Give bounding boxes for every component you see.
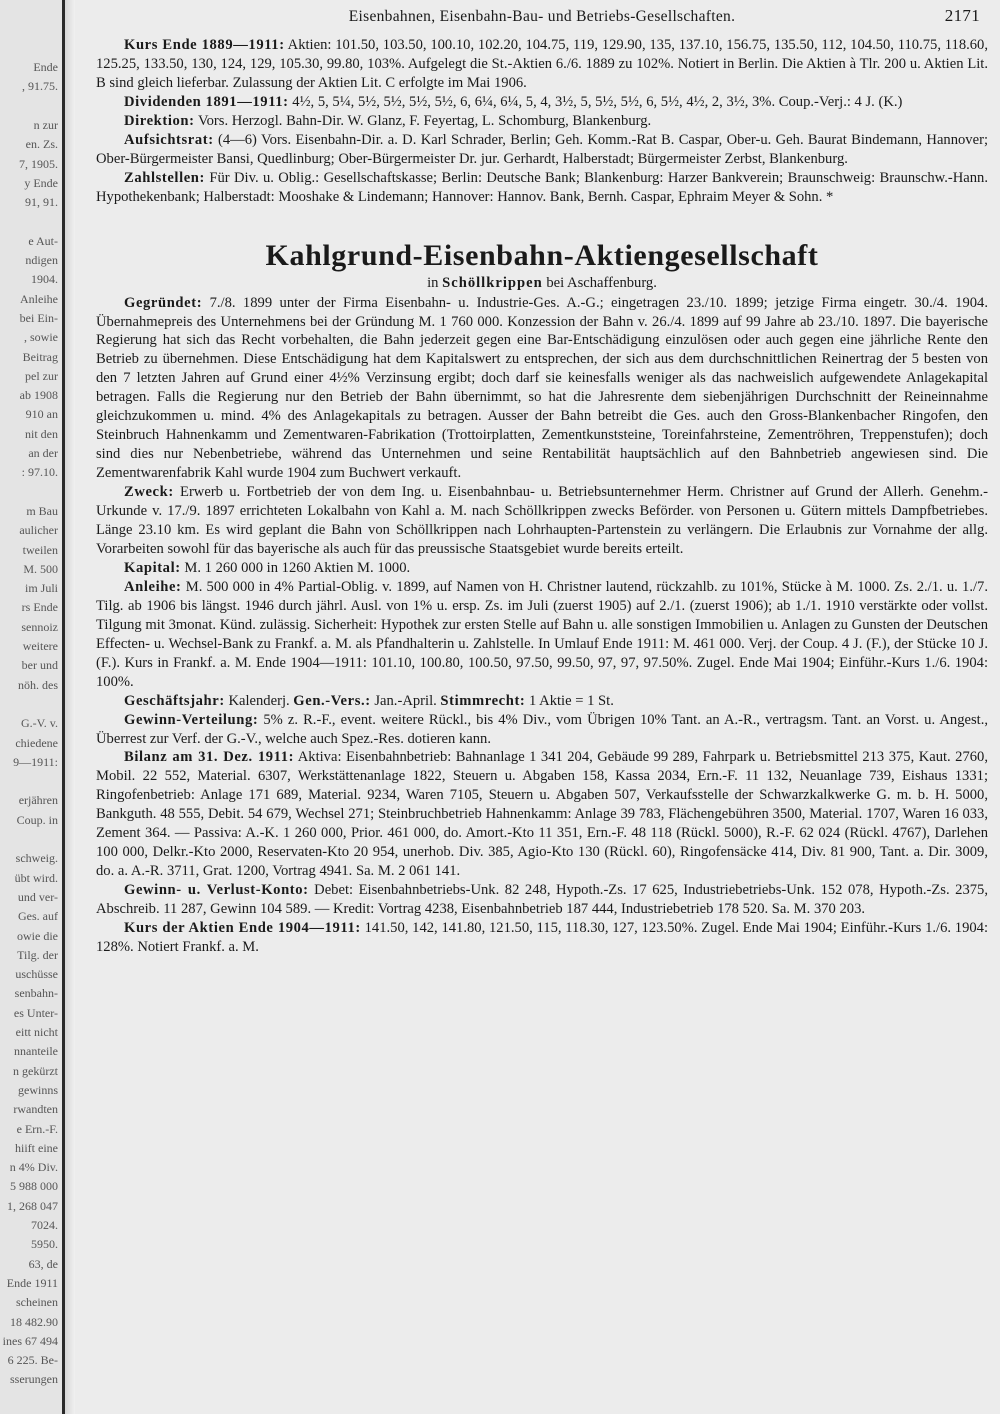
bleed-fragment: 5 988 000 (10, 1179, 58, 1194)
bleed-fragment: rs Ende (21, 600, 58, 615)
bleed-fragment: e Ern.-F. (16, 1121, 58, 1136)
company-title: Kahlgrund-Eisenbahn-Aktiengesellschaft (265, 238, 819, 272)
bleed-fragment: m Bau (26, 503, 58, 518)
bleed-fragment: M. 500 (23, 561, 58, 576)
bleed-fragment: Ende (33, 60, 58, 74)
bleed-fragment: erjähren (18, 793, 58, 808)
page-gutter (65, 0, 75, 1414)
geschaeftsjahr-paragraph: Geschäftsjahr: Kalenderj. Gen.-Vers.: Jan.-April. Stimmrecht: 1 Aktie = 1 St. (124, 692, 614, 709)
bleed-fragment: aulicher (19, 523, 58, 538)
bleed-fragment: scheinen (16, 1295, 58, 1310)
bleed-fragment: senbahn- (14, 986, 58, 1001)
bleed-fragment: uschüsse (15, 967, 58, 982)
bleed-fragment: und ver- (17, 889, 58, 904)
bleed-fragment: gewinns (18, 1082, 58, 1097)
bleed-fragment: 1, 268 047 (7, 1198, 58, 1213)
bleed-fragment: ber und (21, 658, 58, 673)
company-location: in Schöllkrippen bei Aschaffenburg. (427, 274, 657, 291)
gewinn-verlust-paragraph: Gewinn- u. Verlust-Konto: Debet: Eisenbahnbetriebs-Unk. 82 248, Hypoth.-Zs. 17 625, Industriebetriebs-Unk. 152 078, Hypoth.-Zs. 2375, Abschreib. 11 287, Gewinn 104 589. — Kredit: Vortrag 4238, Eisenbahnbetrieb 187 444, Industriebetrieb 178 520. Sa. M. 370 203. (96, 882, 988, 918)
company-section (96, 294, 988, 957)
bleed-fragment: n gekürzt (13, 1063, 58, 1078)
bleed-fragment: 1904. (31, 272, 58, 287)
bleed-fragment: Ges. auf (18, 909, 58, 924)
running-title: Eisenbahnen, Eisenbahn-Bau- und Betriebs-Gesellschaften. (348, 8, 736, 25)
bleed-fragment: weitere (22, 639, 58, 653)
running-header (96, 6, 988, 36)
zahlstellen-paragraph: Zahlstellen: Für Div. u. Oblig.: Gesellschaftskasse; Berlin: Deutsche Bank; Blankenburg: Harzer Bankverein; Braunschweig: Braunschw.-Hann. Hypothekenbank; Halberstadt: Mooshake & Lindemann; Hannover: Hannov. Bank, Bernh. Caspar, Ephraim Meyer & Sohn. * (96, 169, 988, 205)
bleed-fragment: owie die (17, 928, 58, 943)
bleed-fragment: 18 482.90 (10, 1314, 58, 1329)
bleed-fragment: 9—1911: (13, 754, 58, 769)
bleed-fragment: pel zur (25, 368, 58, 383)
bleed-fragment: 910 an (25, 407, 58, 422)
gegruendet-paragraph: Gegründet: 7./8. 1899 unter der Firma Eisenbahn- u. Industrie-Ges. A.-G.; eingetragen 23./10. 1899; jetzige Firma eingetr. 30./4. 1904. Übernahmepreis des Unternehmens bei der Gründung M. 1 760 000. Konzession der Bahn v. 26./4. 1899 auf 99 Jahre ab 23./10. 1897. Die bayerische Regierung hat sich das Recht vorbehalten, die Bahn jederzeit gegen eine Bar-Entschädigung einzulösen oder auch gegen eine jährliche Rente den Betrieb zu übernehmen. Diese Entschädigung hat dem Kapitalswert zu entsprechen, der sich aus dem durchschnittlichen Reinertrag der 5 besten von den 7 letzten Jahren auf Grund einer 4½% Verzinsung ergibt; doch darf sie keinesfalls weniger als das nachweislich aufgewendete Anlagekapital betragen. Falls die Regierung nur den Betrieb der Bahn übernimmt, so hat die Jahresrente dem siebenjährigen Durchschnitt der Reineinnahme gleichzukommen u. mind. 4% des Anlagekapitals zu betragen. Ausser der Bahn betreibt die Ges. auch den Gross-Blankenbacher Ringofen, den Steinbruch Hahnenkamm und Zementwaren-Fabrikation (Trottoirplatten, Zementkunststeine, Toreinfahrsteine, Zementröhren, Treppenstufen); doch sind dies nur Nebenbetriebe, während das Unternehmen und seine Rentabilität hauptsächlich auf den Bahnbetrieb angewiesen sind. Die Zementwarenfabrik Kahl wurde 1904 zum Buchwert verkauft. (96, 294, 988, 482)
aufsichtsrat-paragraph: Aufsichtsrat: (4—6) Vors. Eisenbahn-Dir. a. D. Karl Schrader, Berlin; Geh. Komm.-Rat B. Caspar, Ober-u. Geh. Baurat Bindemann, Hannover; Ober-Bürgermeister Bansi, Quedlinburg; Ober-Bürgermeister Dr. jur. Gerhardt, Halberstadt; Bürgermeister Zerbst, Blankenburg. (96, 131, 988, 167)
bleed-fragment: sserungen (10, 1372, 58, 1387)
dividenden-paragraph: Dividenden 1891—1911: 4½, 5, 5¼, 5½, 5½, 5½, 5½, 6, 6¼, 6¼, 5, 4, 3½, 5, 5½, 5½, 6, 5½, 4½, 2, 3½, 3%. Coup.-Verj.: 4 J. (K.) (124, 93, 903, 110)
bleed-fragment: , 91.75. (22, 79, 58, 94)
bleed-fragment: nit den (25, 426, 58, 441)
bleed-fragment: an der (28, 446, 58, 460)
bleed-fragment: ab 1908 (19, 388, 58, 403)
bleed-fragment: nnanteile (14, 1044, 58, 1059)
bleed-fragment: 7, 1905. (19, 156, 58, 171)
bleed-fragment: schweig. (15, 851, 58, 866)
bleed-fragment: : 97.10. (21, 465, 58, 480)
bleed-fragment: 5950. (31, 1237, 58, 1252)
bleed-fragment: en. Zs. (25, 137, 58, 152)
gewinn-verteilung-paragraph: Gewinn-Verteilung: 5% z. R.-F., event. weitere Rückl., bis 4% Div., vom Übrigen 10% Tant. an A.-R., vertragsm. Tant. an Vorst. u. Angest., Überrest zur Verf. der G.-V., welche auch Spez.-Res. dotieren kann. (96, 711, 988, 747)
bleed-fragment: im Juli (24, 581, 58, 596)
bleed-fragment: nöh. des (18, 677, 58, 692)
bleed-fragment: 63, de (28, 1256, 58, 1271)
zweck-paragraph: Zweck: Erwerb u. Fortbetrieb der von dem Ing. u. Eisenbahnbau- u. Betriebsunternehmer Herm. Christner auf Grund der Allerh. Genehm.-Urkunde v. 17./9. 1897 errichteten Lokalbahn von Kahl a. M. nach Schöllkrippen zwecks Beförder. von Personen u. Gütern mittels Dampfbetriebes. Länge 23.10 km. Es wird geplant die Bahn von Schöllkrippen nach Lohrhaupten-Partenstein zu verlängern. Die Erlaubnis zur Vornahme der allg. Vorarbeiten sowohl für das bayerische als auch für das preussische Staatsgebiet wurde bereits erteilt. (96, 484, 988, 557)
kapital-paragraph: Kapital: M. 1 260 000 in 1260 Aktien M. 1000. (124, 559, 411, 576)
bilanz-paragraph: Bilanz am 31. Dez. 1911: Aktiva: Eisenbahnbetrieb: Bahnanlage 1 341 204, Gebäude 99 289, Fahrpark u. Betriebsmittel 213 375, Kaut. 2760, Mobil. 22 552, Material. 6307, Werkstättenanlage 1822, Steuern u. Abgaben 158, Kassa 2034, Ern.-F. 11 132, Neuanlage 739, Eishaus 1331; Ringofenbetrieb: Anlage 171 689, Material. 9234, Waren 7105, Steuern u. Abgaben 507, Verkaufsstelle der Schwarzkalkwerke G. m. b. H. 5000, Bankguth. 48 555, Debit. 54 679, Wechsel 271; Steinbruchbetrieb Hahnenkamm: Anlage 39 783, Flächengebühren 3500, Material. 1707, Waren 16 033, Zement 364. — Passiva: A.-K. 1 260 000, Prior. 461 000, do. Amort.-Kto 11 351, Ern.-F. 48 118 (Rückl. 5000), R.-F. 62 024 (Rückl. 4767), Darlehen 100 000, Delkr.-Kto 2000, Reservaten-Kto 20 954, unerhob. Div. 385, Agio-Kto 130 (Rückl. 60), Ringofensäcke 414, Div. 81 900, Tant. a. Dir. 3009, do. a. A.-R. 3711, Grat. 1200, Vortrag 4941. Sa. M. 2 061 141. (96, 749, 989, 880)
bleed-fragment: chiedene (15, 735, 58, 750)
page-number: 2171 (944, 6, 980, 25)
anleihe-paragraph: Anleihe: M. 500 000 in 4% Partial-Oblig. v. 1899, auf Namen von H. Christner lautend, rückzahlb. zu 101%, Stücke à M. 1000. Zs. 2./1. u. 1./7. Tilg. ab 1906 bis längst. 1946 durch jährl. Ausl. von 1% u. ersp. Zs. im Juli (zuerst 1905) auf 2./1. (zuerst 1906); ab 1./1. 1910 verstärkte oder vollst. Tilgung mit 3monat. Künd. zulässig. Sicherheit: Hypothek zur ersten Stelle auf Bahn u. alle sonstigen Immobilien u. Anlagen zu Gunsten der Deutschen Effecten- u. Wechsel-Bank zu Frankf. a. M. als Pfandhalterin u. Zahlstelle. In Umlauf Ende 1911: M. 461 000. Verj. der Coup. 4 J. (F.), der Stücke 10 J. (F.). Kurs in Frankf. a. M. Ende 1904—1911: 101.10, 100.80, 100.50, 97.50, 99.50, 97, 97, 97.50%. Zugel. Ende Mai 1904; Einführ.-Kurs 1./6. 1904: 100%. (96, 578, 988, 690)
bleed-fragment: Anleihe (20, 291, 58, 306)
bleed-fragment: 6 225. Be- (7, 1353, 58, 1368)
adjacent-page-bleed (0, 0, 65, 1414)
bleed-fragment: rwandten (13, 1102, 58, 1117)
bleed-fragment: , sowie (24, 330, 58, 345)
bleed-fragment: n 4% Div. (9, 1160, 58, 1175)
bleed-fragment: Coup. in (16, 812, 58, 827)
bleed-fragment: sennoiz (21, 619, 58, 634)
bleed-fragment: bei Ein- (19, 310, 58, 325)
bleed-fragment: Beitrag (22, 349, 58, 364)
document-page (96, 6, 988, 957)
bleed-fragment: ines 67 494 (2, 1333, 58, 1348)
bleed-fragment: es Unter- (13, 1005, 58, 1020)
kurs-aktien-paragraph: Kurs der Aktien Ende 1904—1911: 141.50, 142, 141.80, 121.50, 115, 118.30, 127, 123.50%. Zugel. Ende Mai 1904; Einführ.-Kurs 1./6. 1904: 128%. Notiert Frankf. a. M. (96, 920, 989, 955)
bleed-fragment: ndigen (25, 253, 58, 267)
direktion-paragraph: Direktion: Vors. Herzogl. Bahn-Dir. W. Glanz, F. Feyertag, L. Schomburg, Blankenburg. (124, 112, 652, 129)
bleed-fragment: eitt nicht (15, 1025, 58, 1039)
bleed-fragment: n zur (33, 117, 58, 132)
bleed-fragment: y Ende (24, 175, 58, 190)
bleed-fragment: tweilen (22, 542, 58, 557)
bleed-fragment: 7024. (31, 1218, 58, 1232)
previous-company-section (96, 36, 988, 207)
bleed-fragment: übt wird. (14, 870, 58, 885)
kurs-paragraph: Kurs Ende 1889—1911: Aktien: 101.50, 103.50, 100.10, 102.20, 104.75, 119, 129.90, 135, 137.10, 156.75, 135.50, 112, 104.50, 110.75, 118.60, 125.25, 133.50, 130, 124, 129, 105.30, 99.80, 103%. Aufgelegt die St.-Aktien 6./6. 1889 zu 102%. Notiert in Berlin. Die Aktien à Tlr. 200 u. Aktien Lit. B sind gleich lieferbar. Zulassung der Aktien Lit. C erfolgte im Mai 1906. (96, 37, 989, 91)
bleed-fragment: Tilg. der (17, 947, 58, 962)
bleed-fragment: e Aut- (28, 233, 58, 248)
bleed-fragment: 91, 91. (25, 195, 58, 210)
bleed-fragment: Ende 1911 (6, 1275, 58, 1290)
bleed-fragment: G.-V. v. (20, 716, 58, 731)
bleed-fragment: hiift eine (15, 1140, 58, 1155)
